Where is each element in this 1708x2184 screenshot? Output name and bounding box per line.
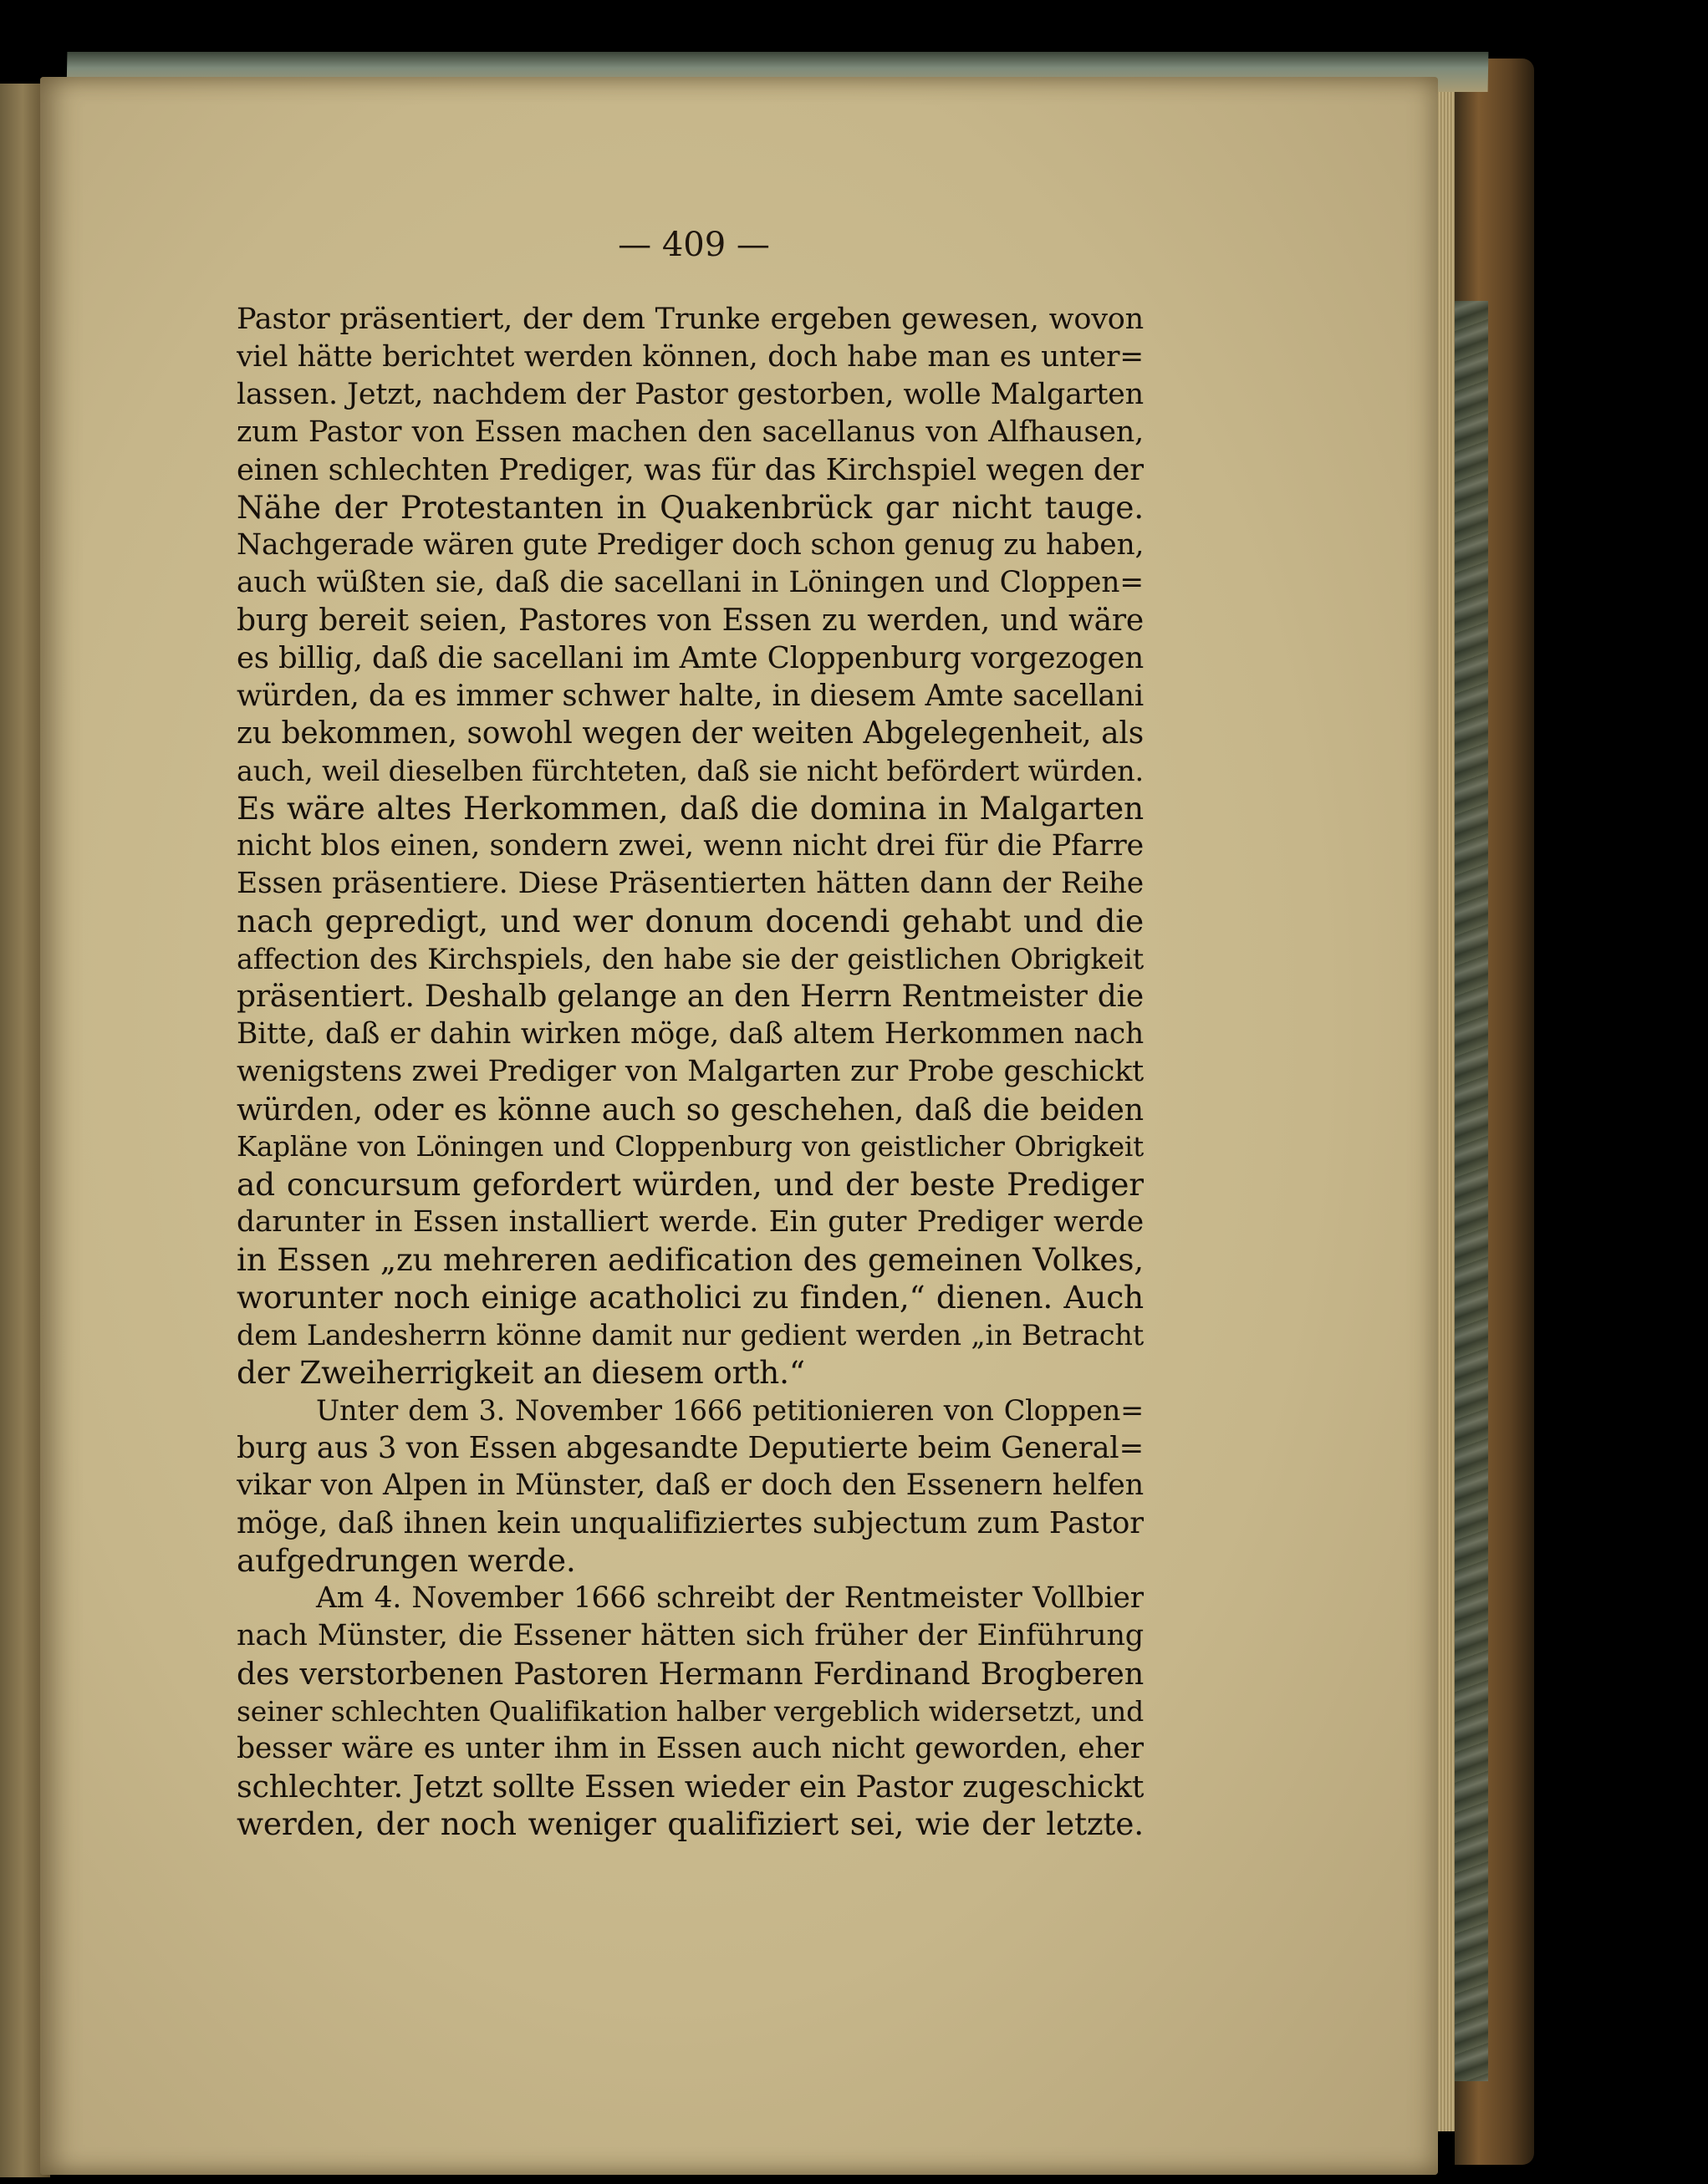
marbled-edge [1455, 301, 1488, 2081]
text-line: Pastor präsentiert, der dem Trunke ergeben gewesen, wovon [237, 303, 1144, 336]
text-line: wenigstens zwei Prediger von Malgarten zur Probe geschickt [237, 1055, 1144, 1088]
text-line: einen schlechten Prediger, was für das Kirchspiel wegen der [237, 453, 1144, 487]
text-line: seiner schlechten Qualifikation halber vergeblich widersetzt, und [237, 1695, 1144, 1728]
text-line: würden, oder es könne auch so geschehen, daß die beiden [237, 1092, 1144, 1128]
text-line: Essen präsentiere. Diese Präsentierten hätten dann der Reihe [237, 867, 1144, 900]
text-line: vikar von Alpen in Münster, daß er doch den Essenern helfen [237, 1469, 1144, 1502]
text-line: burg bereit seien, Pastores von Essen zu werden, und wäre [237, 603, 1144, 638]
text-line: burg aus 3 von Essen abgesandte Deputierte beim General= [237, 1431, 1144, 1465]
body-text [237, 301, 1144, 1843]
text-line: worunter noch einige acatholici zu finden,“ dienen. Auch [237, 1279, 1144, 1316]
text-line: werden, der noch weniger qualifiziert sei, wie der letzte. [237, 1805, 1144, 1842]
text-line: präsentiert. Deshalb gelange an den Herrn Rentmeister die [237, 980, 1144, 1014]
text-line: auch, weil dieselben fürchteten, daß sie nicht befördert würden. [237, 755, 1144, 787]
text-line: darunter in Essen installiert werde. Ein guter Prediger werde [237, 1205, 1144, 1239]
text-line: ad concursum gefordert würden, und der beste Prediger [237, 1166, 1144, 1203]
text-line: Es wäre altes Herkommen, daß die domina in Malgarten [237, 790, 1144, 827]
text-line: aufgedrungen werde. [237, 1542, 576, 1579]
text-line: zum Pastor von Essen machen den sacellanus von Alfhausen, [237, 415, 1144, 449]
text-line: es billig, daß die sacellani im Amte Cloppenburg vorgezogen [237, 641, 1144, 675]
text-line: Nähe der Protestanten in Quakenbrück gar nicht tauge. [237, 489, 1144, 526]
text-line: affection des Kirchspiels, den habe sie der geistlichen Obrigkeit [237, 943, 1144, 975]
text-line: zu bekommen, sowohl wegen der weiten Abgelegenheit, als [237, 716, 1144, 751]
text-line: Bitte, daß er dahin wirken möge, daß altem Herkommen nach [237, 1017, 1144, 1051]
text-line: schlechter. Jetzt sollte Essen wieder ein Pastor zugeschickt [237, 1769, 1144, 1805]
text-line: besser wäre es unter ihm in Essen auch nicht geworden, eher [237, 1732, 1144, 1765]
text-line: Kapläne von Löningen und Cloppenburg von geistlicher Obrigkeit [237, 1131, 1144, 1163]
page-number: — 409 — [618, 226, 770, 264]
text-line: möge, daß ihnen kein unqualifiziertes subjectum zum Pastor [237, 1506, 1144, 1540]
text-line: nach Münster, die Essener hätten sich früher der Einführung [237, 1619, 1144, 1652]
text-line: Am 4. November 1666 schreibt der Rentmeister Vollbier [316, 1581, 1144, 1615]
text-line: in Essen „zu mehreren aedification des gemeinen Volkes, [237, 1241, 1144, 1278]
text-line: dem Landesherrn könne damit nur gedient werden „in Betracht [237, 1319, 1144, 1352]
text-line: viel hätte berichtet werden können, doch habe man es unter= [237, 340, 1144, 374]
text-line: Nachgerade wären gute Prediger doch schon genug zu haben, [237, 528, 1144, 562]
text-line: lassen. Jetzt, nachdem der Pastor gestorben, wolle Malgarten [237, 378, 1144, 411]
text-line: auch wüßten sie, daß die sacellani in Löningen und Cloppen= [237, 566, 1144, 599]
text-line: würden, da es immer schwer halte, in diesem Amte sacellani [237, 679, 1144, 713]
text-line: nicht blos einen, sondern zwei, wenn nicht drei für die Pfarre [237, 829, 1144, 863]
text-line: des verstorbenen Pastoren Hermann Ferdinand Brogberen [237, 1656, 1144, 1692]
text-line: Unter dem 3. November 1666 petitionieren von Cloppen= [316, 1394, 1144, 1427]
text-line: der Zweiherrigkeit an diesem orth.“ [237, 1354, 805, 1391]
text-line: nach gepredigt, und wer donum docendi gehabt und die [237, 903, 1144, 939]
